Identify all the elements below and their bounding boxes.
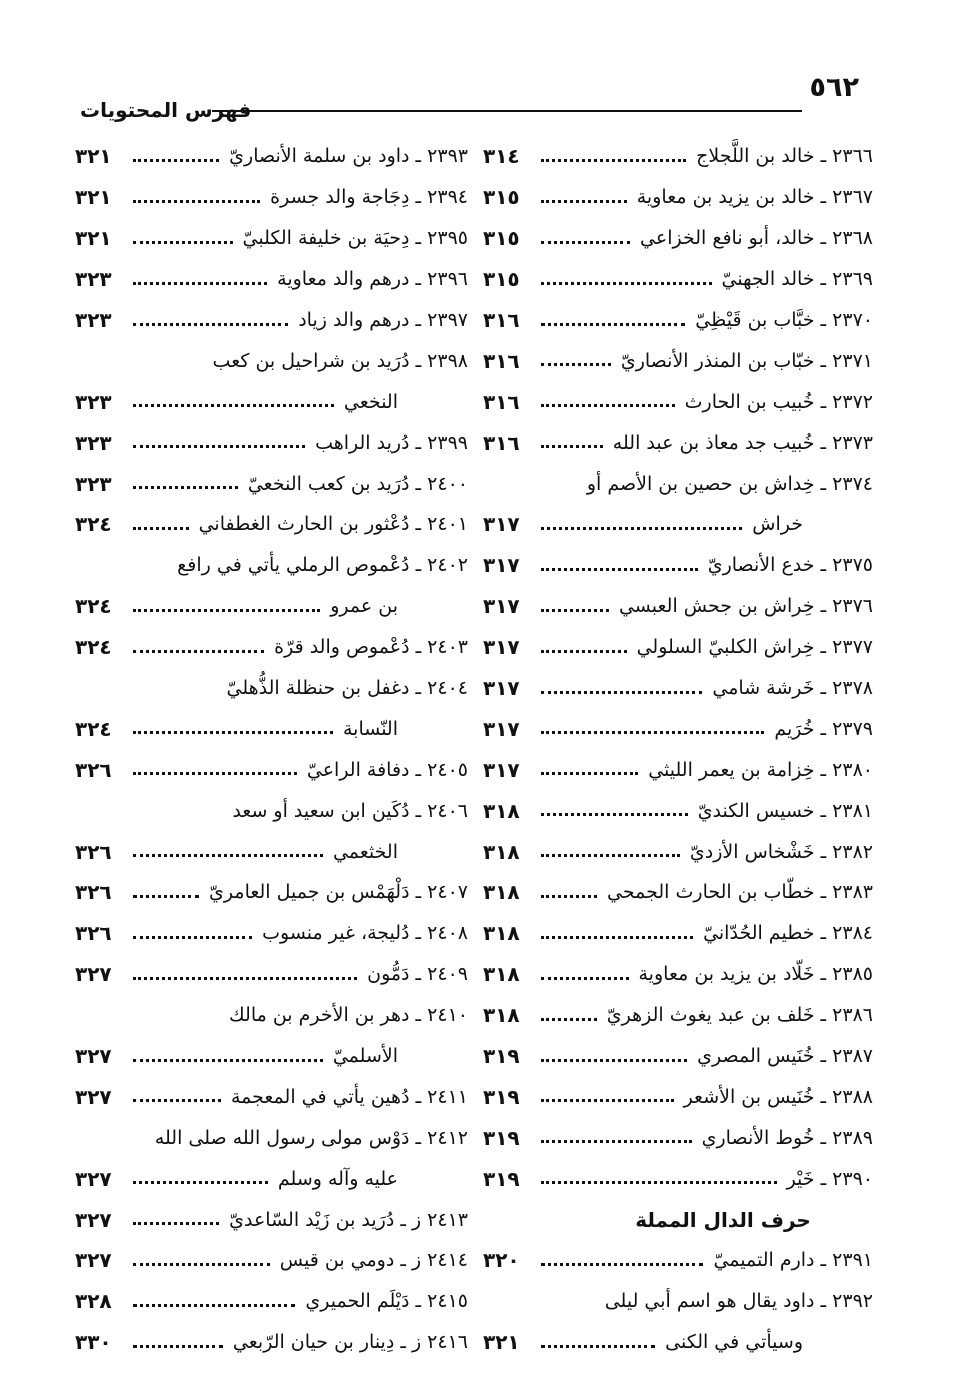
entry-name: ٢٣٨٣ ـ خطّاب بن الحارث الجمحي	[607, 881, 873, 904]
entry-name: ٢٣٨٢ ـ خَشْخاس الأزديّ	[689, 840, 873, 863]
entry-page-number: ٣١٧	[483, 757, 520, 782]
entry-page-number: ٣٢١	[75, 144, 112, 169]
index-entry	[483, 913, 873, 954]
entry-page-number: ٣٢٦	[75, 839, 112, 864]
dot-leader	[133, 1099, 221, 1102]
dot-leader	[541, 650, 627, 653]
dot-leader	[541, 813, 688, 816]
entry-name: ٢٣٧٠ ـ خبَّاب بن قَيْظِيّ	[695, 309, 873, 331]
entry-name: ٢٤٠٨ ـ دُليجة، غير منسوب	[262, 922, 468, 945]
dot-leader	[541, 404, 675, 407]
dot-leader	[133, 1304, 295, 1307]
dot-leader	[133, 772, 297, 775]
entry-name: ٢٣٧٧ ـ خِراش الكلبيّ السلولي	[636, 636, 873, 659]
entry-page-number: ٣٢٧	[75, 1044, 112, 1069]
dot-leader	[541, 772, 638, 775]
index-entry	[483, 545, 873, 586]
dot-leader	[541, 854, 680, 857]
index-entry	[483, 586, 873, 627]
index-entry	[483, 218, 873, 259]
entry-page-number: ٣٢١	[483, 1330, 520, 1355]
entry-name: ٢٤٠١ ـ دُعْثور بن الحارث الغطفاني	[198, 513, 468, 536]
index-entry	[75, 422, 468, 463]
index-entry	[75, 1281, 468, 1322]
dot-leader	[541, 895, 597, 898]
entry-name: ٢٣٩٣ ـ داود بن سلمة الأنصاريّ	[229, 145, 468, 168]
entry-name: خراش	[752, 513, 803, 536]
index-entry	[75, 259, 468, 300]
entry-page-number: ٣١٨	[483, 880, 520, 905]
dot-leader	[541, 609, 609, 612]
entry-name: الخثعمي	[332, 840, 398, 863]
entry-name: النخعي	[343, 390, 398, 413]
entry-page-number: ٣١٨	[483, 921, 520, 946]
entry-name: ٢٣٩٢ ـ داود يقال هو اسم أبي ليلى	[604, 1290, 873, 1313]
index-entry	[483, 1076, 873, 1117]
index-entry-continuation	[75, 708, 468, 749]
entry-name: ٢٣٦٦ ـ خالد بن اللَّجلاج	[696, 145, 873, 168]
dot-leader	[541, 1099, 674, 1102]
entry-name: ٢٣٧١ ـ خبّاب بن المنذر الأنصاريّ	[620, 349, 873, 372]
dot-leader	[133, 1059, 323, 1062]
entry-page-number: ٣٢٣	[75, 389, 112, 414]
entry-name: ٢٣٧٣ ـ خُبيب جد معاذ بن عبد الله	[612, 431, 873, 454]
index-entry	[75, 545, 468, 586]
index-entry	[483, 995, 873, 1036]
entry-page-number: ٣٢٧	[75, 1207, 112, 1232]
index-entry	[75, 954, 468, 995]
index-entry	[75, 1240, 468, 1281]
dot-leader	[133, 895, 199, 898]
entry-page-number: ٣١٨	[483, 839, 520, 864]
index-entry	[75, 668, 468, 709]
index-entry	[483, 790, 873, 831]
dot-leader	[541, 1345, 655, 1348]
dot-leader	[133, 527, 189, 530]
index-entry	[483, 1117, 873, 1158]
index-entry-continuation	[483, 1322, 873, 1363]
entry-name: ٢٣٨٥ ـ خَلّاد بن يزيد بن معاوية	[638, 963, 873, 986]
entry-name: ٢٣٧٥ ـ خدع الأنصاريّ	[707, 554, 873, 577]
entry-name: ٢٤١١ ـ دُهين يأتي في المعجمة	[230, 1085, 468, 1108]
entry-page-number: ٣١٥	[483, 267, 520, 292]
index-entry	[483, 749, 873, 790]
entry-name: ٢٤٠٦ ـ دُكَين ابن سعيد أو سعد	[232, 799, 468, 822]
entry-name: ٢٣٩٦ ـ درهم والد معاوية	[277, 268, 468, 291]
entry-page-number: ٣١٩	[483, 1125, 520, 1150]
entry-page-number: ٣٢٧	[75, 962, 112, 987]
dot-leader	[133, 445, 305, 448]
entry-name: ٢٣٨٦ ـ خَلف بن عبد يغوث الزهريّ	[606, 1004, 873, 1027]
dot-leader	[541, 1018, 597, 1021]
entry-page-number: ٣٢٧	[75, 1166, 112, 1191]
entry-page-number: ٣١٨	[483, 1003, 520, 1028]
entry-name: ٢٣٩٨ ـ دُرَيد بن شراحيل بن كعب	[212, 349, 468, 372]
entry-page-number: ٣٢٧	[75, 1248, 112, 1273]
index-entry	[483, 668, 873, 709]
header-rule	[212, 110, 802, 112]
index-entry	[75, 300, 468, 341]
dot-leader	[541, 241, 630, 244]
dot-leader	[541, 568, 698, 571]
entry-page-number: ٣١٨	[483, 798, 520, 823]
index-entry	[483, 259, 873, 300]
entry-page-number: ٣٢٦	[75, 880, 112, 905]
entry-name: وسيأتي في الكنى	[665, 1331, 803, 1354]
running-title: فهرس المحتويات	[80, 98, 252, 122]
dot-leader	[133, 977, 357, 980]
dot-leader	[133, 1181, 268, 1184]
entry-page-number: ٣١٦	[483, 430, 520, 455]
index-entry	[75, 1322, 468, 1363]
entry-page-number: ٣١٩	[483, 1044, 520, 1069]
index-entry	[75, 749, 468, 790]
index-entry	[75, 340, 468, 381]
entry-name: ٢٣٩١ ـ دارم التميميّ	[713, 1249, 873, 1272]
entry-page-number: ٣٢٤	[75, 594, 112, 619]
index-entry	[483, 300, 873, 341]
entry-page-number: ٣٢٣	[75, 308, 112, 332]
entry-name: ٢٣٩٤ ـ دِجَاجة والد جسرة	[270, 186, 468, 209]
entry-page-number: ٣١٧	[483, 635, 520, 660]
dot-leader	[133, 282, 267, 285]
dot-leader	[541, 282, 712, 285]
entry-name: ٢٣٨٤ ـ خطيم الحُدّانيّ	[703, 922, 873, 945]
entry-name: ٢٣٦٩ ـ خالد الجهنيّ	[721, 268, 873, 291]
entry-name: ٢٣٩٥ ـ دِحيَة بن خليفة الكلبيّ	[242, 227, 468, 250]
dot-leader	[541, 323, 685, 326]
index-entry	[483, 872, 873, 913]
dot-leader	[133, 159, 219, 162]
entry-name: ٢٤١٢ ـ دَوْس مولى رسول الله صلى الله	[154, 1126, 468, 1149]
dot-leader	[133, 241, 233, 244]
entry-name: ٢٤٠٧ ـ دَلْهَمْس بن جميل العامريّ	[209, 881, 468, 904]
entry-page-number: ٣٢١	[75, 226, 112, 251]
dot-leader	[541, 1140, 692, 1143]
index-entry	[483, 381, 873, 422]
dot-leader	[541, 159, 686, 162]
index-entry	[483, 1158, 873, 1199]
entry-name: ٢٣٨٠ ـ خِزامة بن يعمر الليثي	[648, 758, 873, 781]
index-entry	[483, 1036, 873, 1077]
index-entry	[75, 218, 468, 259]
index-entry	[75, 136, 468, 177]
entry-page-number: ٣١٧	[483, 553, 520, 578]
entry-name: ٢٤١٥ ـ دَيْلَم الحميري	[305, 1290, 468, 1313]
dot-leader	[541, 977, 629, 980]
dot-leader	[133, 323, 288, 326]
entry-name: عليه وآله وسلم	[277, 1167, 398, 1190]
dot-leader	[541, 1059, 687, 1062]
entry-name: ٢٣٧٨ ـ خَرشة شامي	[712, 677, 873, 700]
index-column-left	[75, 136, 468, 1363]
entry-name: ٢٣٩٩ ـ دُريد الراهب	[315, 431, 468, 454]
entry-page-number: ٣٢٤	[75, 635, 112, 660]
index-entry	[483, 340, 873, 381]
entry-name: ٢٤١٦ ز ـ دِينار بن حيان الرّبعي	[232, 1331, 468, 1354]
entry-page-number: ٣١٩	[483, 1084, 520, 1109]
entry-name: ٢٣٦٨ ـ خالد، أبو نافع الخزاعي	[640, 227, 873, 250]
entry-name: الأسلميّ	[332, 1045, 398, 1068]
index-entry-continuation	[483, 504, 873, 545]
entry-page-number: ٣١٧	[483, 716, 520, 741]
entry-page-number: ٣٢٣	[75, 471, 112, 496]
entry-name: ٢٣٧٢ ـ خُبيب بن الحارث	[684, 390, 873, 413]
index-entry	[483, 136, 873, 177]
index-entry	[75, 177, 468, 218]
page-number: ٥٦٢	[809, 72, 859, 103]
dot-leader	[541, 527, 742, 530]
entry-page-number: ٣١٨	[483, 962, 520, 987]
dot-leader	[541, 731, 764, 734]
index-entry	[483, 463, 873, 504]
index-entry	[75, 1117, 468, 1158]
entry-page-number: ٣١٦	[483, 348, 520, 373]
dot-leader	[133, 854, 323, 857]
entry-name: ٢٤٠٠ ـ دُرَيد بن كعب النخعيّ	[247, 472, 468, 495]
index-entry-continuation	[75, 381, 468, 422]
index-entry	[75, 913, 468, 954]
entry-name: ٢٤٠٩ ـ دَمُّون	[367, 963, 468, 986]
section-heading: حرف الدال المملة	[635, 1207, 811, 1232]
entry-name: ٢٤١٣ ز ـ دُرَيد بن زَيْد السّاعديّ	[229, 1208, 468, 1231]
entry-page-number: ٣١٦	[483, 389, 520, 414]
index-entry	[75, 1199, 468, 1240]
dot-leader	[541, 363, 611, 366]
entry-name: ٢٣٩٠ ـ خَيْر	[786, 1167, 873, 1190]
entry-name: ٢٣٨٧ ـ خُنَيس المصري	[697, 1045, 873, 1068]
index-entry	[483, 627, 873, 668]
index-entry	[483, 177, 873, 218]
dot-leader	[541, 200, 627, 203]
entry-name: ٢٤٠٢ ـ دُعْموص الرملي يأتي في رافع	[177, 554, 468, 577]
entry-page-number: ٣١٧	[483, 512, 520, 537]
entry-page-number: ٣٢٣	[75, 430, 112, 455]
dot-leader	[133, 936, 252, 939]
entry-page-number: ٣٢٠	[483, 1248, 520, 1273]
index-entry	[75, 995, 468, 1036]
entry-page-number: ٣١٤	[483, 144, 520, 169]
entry-name: ٢٣٦٧ ـ خالد بن يزيد بن معاوية	[636, 186, 873, 209]
entry-name: ٢٤٠٣ ـ دُعْموص والد قرّة	[274, 636, 468, 659]
entry-page-number: ٣٢٨	[75, 1289, 112, 1314]
entry-name: ٢٤١٠ ـ دهر بن الأخرم بن مالك	[229, 1004, 468, 1027]
index-entry	[483, 1240, 873, 1281]
index-entry-continuation	[75, 1158, 468, 1199]
dot-leader	[133, 404, 334, 407]
entry-page-number: ٣٢٧	[75, 1084, 112, 1109]
index-entry	[483, 954, 873, 995]
dot-leader	[133, 609, 320, 612]
dot-leader	[541, 936, 693, 939]
index-entry	[483, 422, 873, 463]
entry-page-number: ٣٢٦	[75, 921, 112, 946]
index-entry	[75, 463, 468, 504]
dot-leader	[133, 1345, 223, 1348]
index-entry	[75, 1076, 468, 1117]
entry-name: ٢٤١٤ ز ـ دومي بن قيس	[279, 1249, 468, 1272]
dot-leader	[133, 1263, 270, 1266]
dot-leader	[541, 1263, 703, 1266]
index-entry	[75, 790, 468, 831]
entry-page-number: ٣١٩	[483, 1166, 520, 1191]
entry-name: ٢٤٠٥ ـ دفافة الراعيّ	[306, 758, 468, 781]
index-entry	[483, 1281, 873, 1322]
entry-page-number: ٣١٧	[483, 676, 520, 701]
index-entry-continuation	[75, 586, 468, 627]
entry-page-number: ٣٢١	[75, 185, 112, 210]
entry-name: ٢٣٨٨ ـ خُنَيس بن الأشعر	[683, 1085, 873, 1108]
entry-name: ٢٤٠٤ ـ دغفل بن حنظلة الذُّهليّ	[226, 677, 468, 700]
entry-page-number: ٣١٧	[483, 594, 520, 619]
entry-page-number: ٣١٥	[483, 226, 520, 251]
dot-leader	[133, 200, 260, 203]
index-column-right	[483, 136, 873, 1363]
index-entry	[75, 872, 468, 913]
entry-name: النّسابة	[342, 717, 398, 740]
entry-name: بن عمرو	[330, 595, 398, 618]
dot-leader	[541, 445, 603, 448]
dot-leader	[133, 650, 264, 653]
index-entry	[483, 831, 873, 872]
entry-page-number: ٣٢٣	[75, 267, 112, 292]
entry-name: ٢٣٩٧ ـ درهم والد زياد	[298, 309, 468, 331]
dot-leader	[541, 691, 702, 694]
entry-name: ٢٣٨١ ـ خسيس الكنديّ	[697, 799, 873, 822]
index-entry	[483, 708, 873, 749]
entry-page-number: ٣٢٤	[75, 512, 112, 537]
entry-page-number: ٣٢٦	[75, 757, 112, 782]
dot-leader	[133, 1222, 219, 1225]
dot-leader	[133, 486, 238, 489]
entry-name: ٢٣٧٦ ـ خِراش بن جحش العبسي	[618, 595, 873, 618]
entry-page-number: ٣١٥	[483, 185, 520, 210]
index-entry	[75, 627, 468, 668]
index-entry-continuation	[75, 831, 468, 872]
entry-page-number: ٣٣٠	[75, 1330, 112, 1355]
entry-name: ٢٣٨٩ ـ خُوط الأنصاري	[701, 1126, 873, 1149]
index-entry	[75, 504, 468, 545]
dot-leader	[133, 731, 333, 734]
entry-page-number: ٣١٦	[483, 308, 520, 332]
entry-name: ٢٣٧٤ ـ خِداش بن حصين بن الأصم أو	[586, 472, 873, 495]
index-entry-continuation	[75, 1036, 468, 1077]
dot-leader	[541, 1181, 777, 1184]
entry-page-number: ٣٢٤	[75, 716, 112, 741]
entry-name: ٢٣٧٩ ـ خُرَيم	[774, 717, 873, 740]
